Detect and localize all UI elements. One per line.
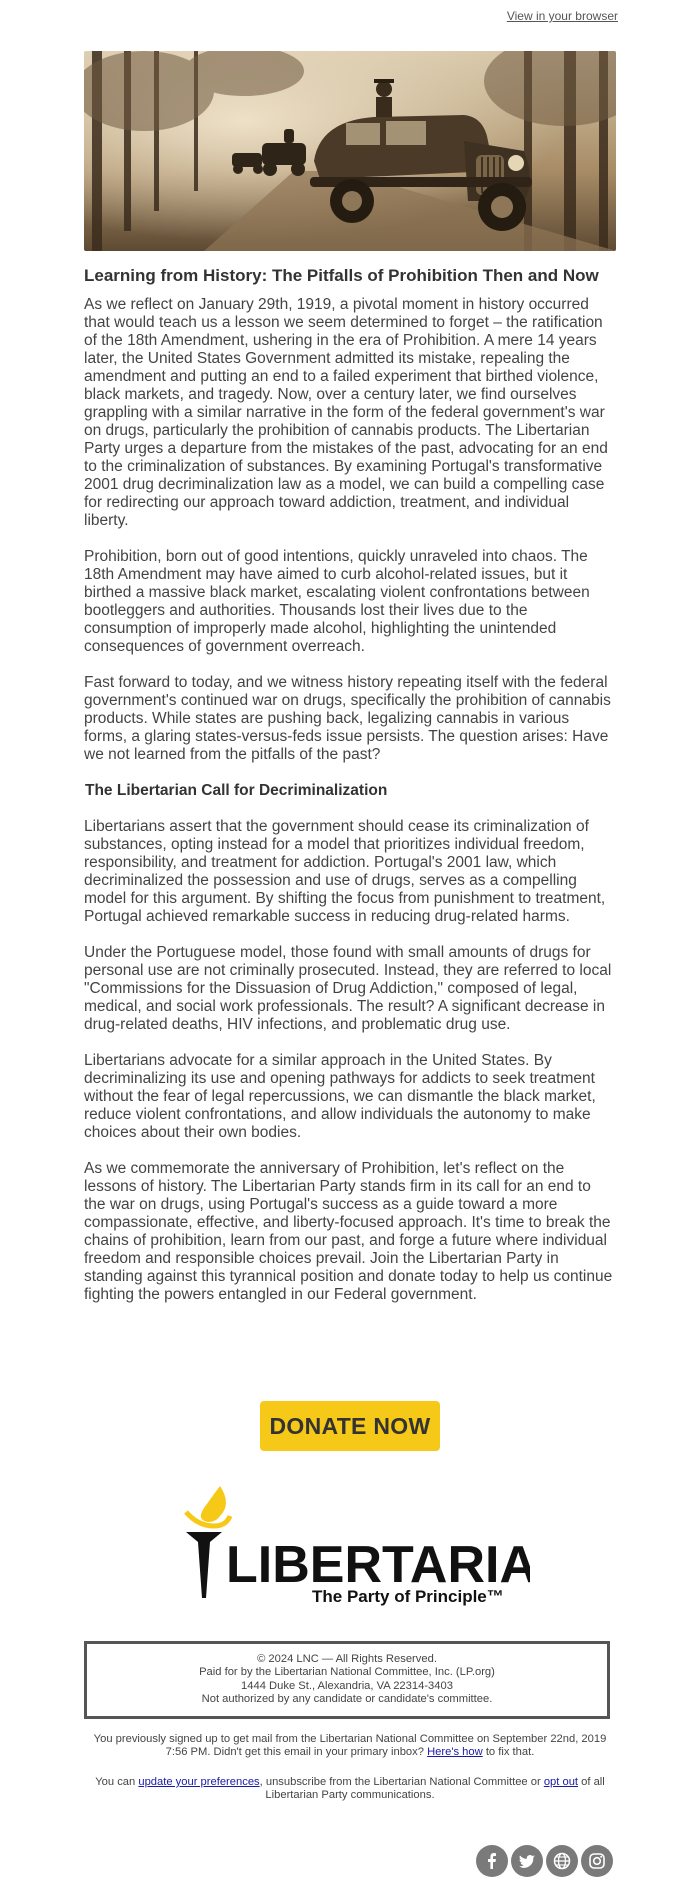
article-title: Learning from History: The Pitfalls of Prohibition Then and Now (84, 266, 599, 285)
twitter-icon[interactable] (511, 1845, 543, 1877)
instagram-icon[interactable] (581, 1845, 613, 1877)
article-subheading: The Libertarian Call for Decriminalization (85, 782, 388, 799)
article-paragraph: Under the Portuguese model, those found with small amounts of drugs for personal use are not criminally prosecuted. Instead, they are referred to local "Commissions for the Dissuasion of Drug Addiction," composed of legal, medical, and social work professionals. The result? A significant decrease in drug-related deaths, HIV infections, and problematic drug use. (84, 944, 612, 1033)
donate-now-button[interactable]: DONATE NOW (260, 1401, 440, 1451)
footer-legal-box (84, 1641, 610, 1719)
hero-image (84, 51, 616, 251)
paid-for-line: Paid for by the Libertarian National Committee, Inc. (LP.org) (199, 1666, 495, 1679)
article-paragraph: Libertarians assert that the government should cease its criminalization of substances, opting instead for a model that prioritizes individual freedom, responsibility, and treatment for addiction. Portugal's 2001 law, which decriminalized the possession and use of drugs, serves as a compelling model for this argument. By shifting the focus from punishment to treatment, Portugal achieved remarkable success in reducing drug-related harms. (84, 818, 606, 925)
article-paragraph: Prohibition, born out of good intentions, quickly unraveled into chaos. The 18th Amendment may have aimed to curb alcohol-related issues, but it birthed a massive black market, escalating violent confrontations between bootleggers and authorities. Thousands lost their lives due to the consumption of improperly made alcohol, highlighting the unintended consequences of government overreach. (84, 548, 590, 655)
article-paragraph: As we commemorate the anniversary of Prohibition, let's reflect on the lessons of history. The Libertarian Party stands firm in its call for an end to the war on drugs, using Portugal's success as a guide toward a more compassionate, effective, and liberty-focused approach. It's time to break the chains of prohibition, learn from our past, and forge a future where individual freedom and responsible choices prevail. Join the Libertarian Party in standing against this tyrannical position and donate today to help us continue fighting the powers entangled in our Federal government. (84, 1160, 613, 1303)
article-paragraph: Fast forward to today, and we witness history repeating itself with the federal government's continued war on drugs, specifically the prohibition of cannabis products. While states are pushing back, legalizing cannabis in various forms, a glaring states-versus-feds issue persists. The question arises: Have we not learned from the pitfalls of the past? (84, 674, 611, 763)
update-preferences-link[interactable]: update your preferences (138, 1776, 260, 1788)
opt-out-link[interactable]: opt out (543, 1776, 579, 1788)
view-in-browser-link[interactable]: View in your browser (506, 9, 618, 23)
website-icon[interactable] (546, 1845, 578, 1877)
article-paragraph: As we reflect on January 29th, 1919, a pivotal moment in history occurred that would teach us a lesson we seem determined to forget – the ratification of the 18th Amendment, ushering in the era of Prohibition. A mere 14 years later, the United States Government admitted its mistake, repealing the amendment and putting an end to a failed experiment that birthed violence, black markets, and tragedy. Now, over a century later, we find ourselves grappling with a similar narrative in the form of the federal government's war on drugs, particularly the prohibition of cannabis products. The Libertarian Party urges a departure from the mistakes of the past, advocating for an end to the criminalization of substances. By examining Portugal's transformative 2001 drug decriminalization law as a model, we can build a compelling case for redirecting our approach toward addiction, treatment, and individual liberty. (84, 296, 608, 529)
logo-wordmark: LIBERTARIA (226, 1536, 530, 1594)
article (84, 266, 616, 1322)
preferences-notice: You can update your preferences, unsubscribe from the Libertarian National Committee or opt out of all Libertarian Party communications. (95, 1776, 605, 1802)
signup-notice: You previously signed up to get mail from the Libertarian National Committee on September 22nd, 2019 7:56 PM. Didn't get this email in your primary inbox? Here's how to fix that. (93, 1733, 607, 1759)
address-line: 1444 Duke St., Alexandria, VA 22314-3403 (241, 1679, 453, 1692)
article-paragraph: Libertarians advocate for a similar approach in the United States. By decriminalizing its use and opening pathways for addicts to seek treatment without the fear of legal repercussions, we can dismantle the black market, reduce violent confrontations, and allow individuals the autonomy to make choices about their own bodies. (84, 1052, 596, 1141)
heres-how-link[interactable]: Here's how (427, 1746, 483, 1759)
facebook-icon[interactable] (476, 1845, 508, 1877)
libertarian-logo (176, 1486, 530, 1606)
disclaimer-line: Not authorized by any candidate or candidate's committee. (201, 1693, 493, 1706)
social-links (476, 1845, 613, 1877)
logo-tagline: The Party of Principle™ (312, 1587, 504, 1606)
copyright-line: © 2024 LNC — All Rights Reserved. (257, 1653, 437, 1665)
